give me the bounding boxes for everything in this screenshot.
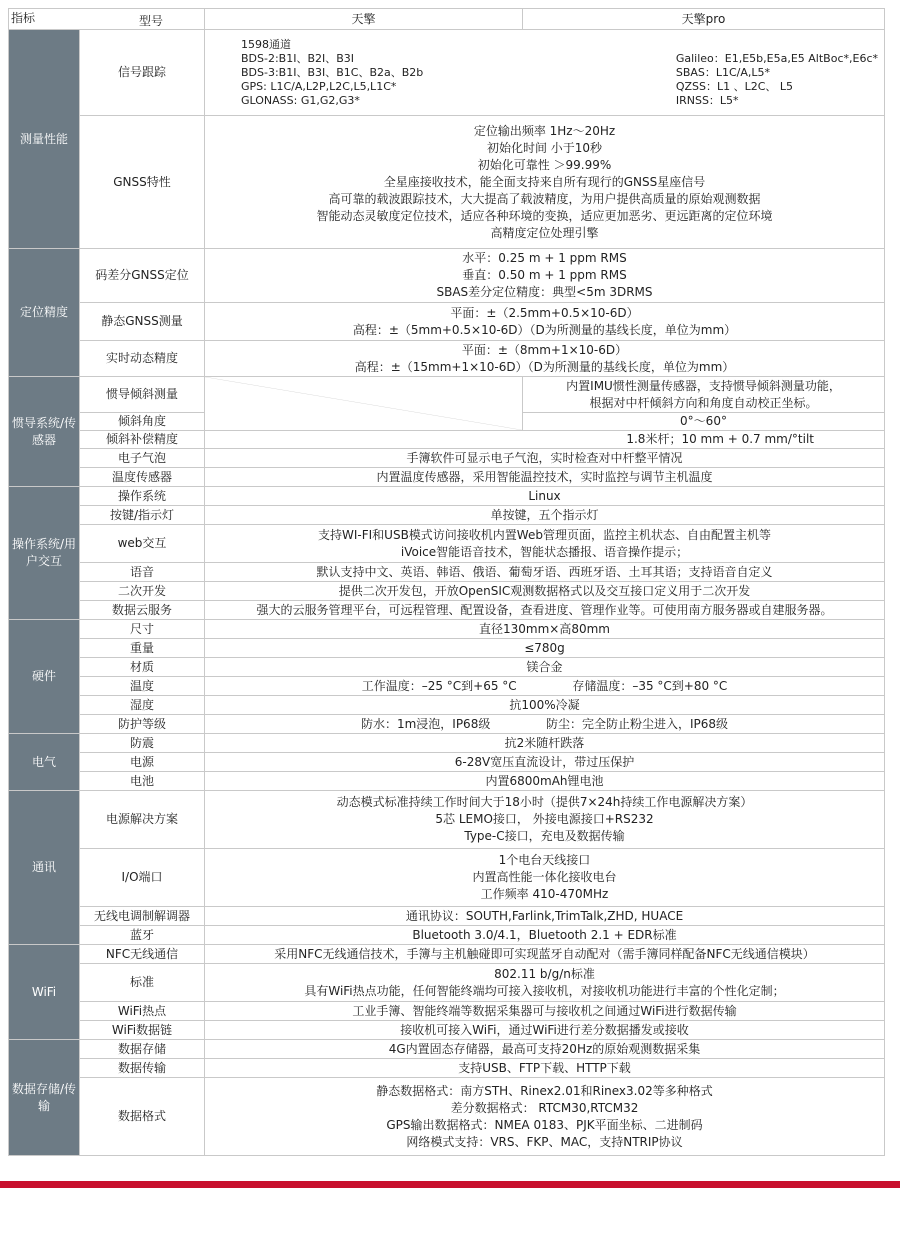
- cell-line: 平面：±（2.5mm+0.5×10-6D）: [450, 305, 639, 320]
- section-hardware: 硬件: [9, 620, 80, 734]
- row-label: WiFi热点: [80, 1002, 205, 1021]
- cell-line: 高精度定位处理引擎: [490, 225, 599, 240]
- row-label: 数据格式: [80, 1078, 205, 1156]
- value-cell: [205, 341, 885, 377]
- value-cell: 抗100%冷凝: [205, 696, 885, 715]
- value-cell: 通讯协议：SOUTH,Farlink,TrimTalk,ZHD, HUACE: [205, 907, 885, 926]
- table-row: [9, 926, 885, 945]
- value-cell: 支持USB、FTP下载、HTTP下载: [205, 1059, 885, 1078]
- row-label: 二次开发: [80, 582, 205, 601]
- value-cell: 工业手簿、智能终端等数据采集器可与接收机之间通过WiFi进行数据传输: [205, 1002, 885, 1021]
- row-label: 电源: [80, 753, 205, 772]
- row-label: 实时动态精度: [80, 341, 205, 377]
- value-cell: 6-28V宽压直流设计，带过压保护: [205, 753, 885, 772]
- protect-water: 防水：1m浸泡，IP68级: [360, 716, 491, 731]
- row-label: 数据传输: [80, 1059, 205, 1078]
- table-row: [9, 449, 885, 468]
- table-row: [9, 715, 885, 734]
- value-cell: Bluetooth 3.0/4.1，Bluetooth 2.1 + EDR标准: [205, 926, 885, 945]
- signal-line: Galileo：E1,E5b,E5a,E5 AltBoc*,E6c*: [675, 51, 878, 65]
- gnss-cell: [205, 116, 885, 249]
- cell-line: 具有WiFi热点功能，任何智能终端均可接入接收机，对接收机功能进行丰富的个性化定制；: [304, 983, 785, 998]
- table-row: [9, 525, 885, 563]
- cell-line: 根据对中杆倾斜方向和角度自动校正坐标。: [589, 395, 818, 410]
- value-cell: 抗2米随杆跌落: [205, 734, 885, 753]
- table-row: [9, 506, 885, 525]
- row-label: NFC无线通信: [80, 945, 205, 964]
- value-cell: 直径130mm×高80mm: [205, 620, 885, 639]
- footer-red-rule: [0, 1181, 900, 1188]
- value-cell: 提供二次开发包，开放OpenSIC观测数据格式以及交互接口定义用于二次开发: [205, 582, 885, 601]
- cell-line: 全星座接收技术，能全面支持来自所有现行的GNSS星座信号: [383, 174, 706, 189]
- value-cell: ≤780g: [205, 639, 885, 658]
- value-cell: Linux: [205, 487, 885, 506]
- table-row: [9, 431, 885, 449]
- row-label: 无线电调制解调器: [80, 907, 205, 926]
- table-row: [9, 639, 885, 658]
- row-label: 湿度: [80, 696, 205, 715]
- value-cell: [205, 1078, 885, 1156]
- cell-line: 平面：±（8mm+1×10-6D）: [461, 342, 628, 357]
- header-model-label: 型号: [139, 14, 164, 28]
- table-row: [9, 468, 885, 487]
- signal-line: 1598通道: [241, 37, 291, 51]
- cell-line: 初始化时间 小于10秒: [486, 140, 603, 155]
- header-model-b: 天擎pro: [523, 9, 885, 30]
- section-storage: 数据存储/传输: [9, 1040, 80, 1156]
- table-row: [9, 696, 885, 715]
- table-row: [9, 1040, 885, 1059]
- value-cell: 内置温度传感器，采用智能温控技术，实时监控与调节主机温度: [205, 468, 885, 487]
- cell-line: 内置高性能一体化接收电台: [472, 870, 617, 884]
- spec-table: [8, 8, 885, 1156]
- table-row: [9, 249, 885, 303]
- table-row: [9, 116, 885, 249]
- table-row: [9, 303, 885, 341]
- value-cell: [205, 715, 885, 734]
- diagonal-line: [205, 377, 522, 430]
- table-row: [9, 563, 885, 582]
- table-row: [9, 377, 885, 413]
- cell-line: 高程：±（5mm+0.5×10-6D）（D为所测量的基线长度，单位为mm）: [352, 322, 737, 337]
- value-cell: [205, 964, 885, 1002]
- row-label: 电子气泡: [80, 449, 205, 468]
- row-label: 倾斜补偿精度: [80, 431, 205, 449]
- table-row: [9, 1021, 885, 1040]
- cell-line: 静态数据格式：南方STH、Rinex2.01和Rinex3.02等多种格式: [376, 1083, 713, 1098]
- section-wifi: WiFi: [9, 945, 80, 1040]
- cell-line: 定位输出频率 1Hz～20Hz: [473, 123, 616, 138]
- table-row: [9, 734, 885, 753]
- value-cell: [205, 791, 885, 849]
- row-label: 电源解决方案: [80, 791, 205, 849]
- row-label: 倾斜角度: [80, 413, 205, 431]
- value-cell: 内置6800mAh锂电池: [205, 772, 885, 791]
- value-cell: 0°～60°: [523, 413, 885, 431]
- value-cell: 手簿软件可显示电子气泡，实时检查对中杆整平情况: [205, 449, 885, 468]
- value-cell: 接收机可接入WiFi，通过WiFi进行差分数据播发或接收: [205, 1021, 885, 1040]
- empty-diagonal-cell: [205, 377, 523, 431]
- table-row: [9, 487, 885, 506]
- table-row: [9, 1059, 885, 1078]
- row-label: 数据云服务: [80, 601, 205, 620]
- section-ins: 惯导系统/传感器: [9, 377, 80, 487]
- row-label: 按键/指示灯: [80, 506, 205, 525]
- cell-line: 差分数据格式： RTCM30,RTCM32: [450, 1100, 639, 1115]
- header-indicator-label: 指标: [11, 11, 36, 25]
- table-row: [9, 620, 885, 639]
- cell-line: 内置IMU惯性测量传感器，支持惯导倾斜测量功能，: [566, 378, 841, 393]
- table-row: [9, 601, 885, 620]
- cell-line: 水平：0.25 m + 1 ppm RMS: [462, 251, 627, 265]
- signal-line: QZSS：L1 、L2C、 L5: [675, 79, 794, 93]
- cell-line: 802.11 b/g/n标准: [494, 966, 595, 981]
- value-cell: 采用NFC无线通信技术，手簿与主机触碰即可实现蓝牙自动配对（需手簿同样配备NFC无线通信模块）: [205, 945, 885, 964]
- cell-line: iVoice智能语音技术，智能状态播报、语音操作提示；: [400, 544, 689, 559]
- value-cell: [205, 849, 885, 907]
- row-label: 操作系统: [80, 487, 205, 506]
- temp-work: 工作温度：–25 °C到+65 °C: [361, 678, 517, 693]
- cell-line: 动态模式标准持续工作时间大于18小时（提供7×24h持续工作电源解决方案）: [336, 795, 753, 809]
- signal-line: IRNSS：L5*: [675, 93, 739, 107]
- cell-line: Type-C接口，充电及数据传输: [464, 829, 625, 843]
- row-label: 防护等级: [80, 715, 205, 734]
- cell-line: 支持WI-FI和USB模式访问接收机内置Web管理页面，监控主机状态、自由配置主机等: [318, 527, 771, 542]
- row-label: 信号跟踪: [80, 30, 205, 116]
- section-positioning: 定位精度: [9, 249, 80, 377]
- row-label: 蓝牙: [80, 926, 205, 945]
- cell-line: 5芯 LEMO接口， 外接电源接口+RS232: [435, 812, 654, 826]
- row-label: WiFi数据链: [80, 1021, 205, 1040]
- row-label: 防震: [80, 734, 205, 753]
- value-cell: 强大的云服务管理平台，可远程管理、配置设备，查看进度、管理作业等。可使用南方服务器或自建服务器。: [205, 601, 885, 620]
- header-model-a: 天擎: [205, 9, 523, 30]
- header-corner-cell: [9, 9, 205, 30]
- cell-line: 高程：±（15mm+1×10-6D）（D为所测量的基线长度，单位为mm）: [354, 359, 735, 374]
- signal-tracking-cell: [205, 30, 885, 116]
- table-row: [9, 907, 885, 926]
- table-row: [9, 753, 885, 772]
- signal-line: GPS: L1C/A,L2P,L2C,L5,L1C*: [241, 79, 397, 93]
- value-cell: 镁合金: [205, 658, 885, 677]
- table-row: [9, 341, 885, 377]
- signal-line: BDS-2:B1I、B2I、B3I: [241, 51, 355, 65]
- table-row: [9, 964, 885, 1002]
- table-row: [9, 677, 885, 696]
- section-os: 操作系统/用户交互: [9, 487, 80, 620]
- value-cell: 4G内置固态存储器，最高可支持20Hz的原始观测数据采集: [205, 1040, 885, 1059]
- cell-line: 高可靠的载波跟踪技术，大大提高了载波精度，为用户提供高质量的原始观测数据: [328, 191, 761, 206]
- cell-line: 1个电台天线接口: [498, 853, 591, 867]
- section-measurement: 测量性能: [9, 30, 80, 249]
- row-label: web交互: [80, 525, 205, 563]
- table-row: [9, 582, 885, 601]
- row-label: 数据存储: [80, 1040, 205, 1059]
- row-label: 电池: [80, 772, 205, 791]
- row-label: GNSS特性: [80, 116, 205, 249]
- cell-line: 垂直：0.50 m + 1 ppm RMS: [462, 268, 627, 282]
- value-cell: [523, 377, 885, 413]
- cell-line: 智能动态灵敏度定位技术，适应各种环境的变换，适应更加恶劣、更远距离的定位环境: [316, 208, 773, 223]
- value-cell: 单按键，五个指示灯: [205, 506, 885, 525]
- table-row: [9, 1002, 885, 1021]
- signal-line: SBAS：L1C/A,L5*: [675, 65, 771, 79]
- value-cell: 1.8米杆；10 mm + 0.7 mm/°tilt: [205, 431, 885, 449]
- table-row: [9, 30, 885, 116]
- row-label: 温度: [80, 677, 205, 696]
- section-electrical: 电气: [9, 734, 80, 791]
- table-row: [9, 1078, 885, 1156]
- value-cell: [205, 249, 885, 303]
- value-cell: [205, 677, 885, 696]
- value-cell: [205, 525, 885, 563]
- section-comm: 通讯: [9, 791, 80, 945]
- signal-line: GLONASS: G1,G2,G3*: [241, 93, 360, 107]
- cell-line: 初始化可靠性 ＞99.99%: [477, 157, 612, 172]
- value-cell: [205, 303, 885, 341]
- value-cell: 默认支持中文、英语、韩语、俄语、葡萄牙语、西班牙语、土耳其语；支持语音自定义: [205, 563, 885, 582]
- row-label: 重量: [80, 639, 205, 658]
- row-label: 静态GNSS测量: [80, 303, 205, 341]
- row-label: I/O端口: [80, 849, 205, 907]
- table-row: [9, 945, 885, 964]
- row-label: 惯导倾斜测量: [80, 377, 205, 413]
- cell-line: 工作频率 410-470MHz: [480, 887, 609, 901]
- row-label: 温度传感器: [80, 468, 205, 487]
- protect-dust: 防尘：完全防止粉尘进入，IP68级: [545, 716, 729, 731]
- row-label: 标准: [80, 964, 205, 1002]
- table-row: [9, 658, 885, 677]
- signal-line: BDS-3:B1I、B3I、B1C、B2a、B2b: [241, 65, 424, 79]
- cell-line: SBAS差分定位精度：典型<5m 3DRMS: [436, 285, 653, 299]
- temp-store: 存储温度：–35 °C到+80 °C: [572, 678, 728, 693]
- table-row: [9, 791, 885, 849]
- cell-line: GPS输出数据格式：NMEA 0183、PJK平面坐标、二进制码: [386, 1117, 703, 1132]
- table-row: [9, 772, 885, 791]
- row-label: 码差分GNSS定位: [80, 249, 205, 303]
- table-row: [9, 849, 885, 907]
- table-header-row: [9, 9, 885, 30]
- row-label: 语音: [80, 563, 205, 582]
- row-label: 材质: [80, 658, 205, 677]
- row-label: 尺寸: [80, 620, 205, 639]
- cell-line: 网络模式支持：VRS、FKP、MAC，支持NTRIP协议: [406, 1134, 683, 1149]
